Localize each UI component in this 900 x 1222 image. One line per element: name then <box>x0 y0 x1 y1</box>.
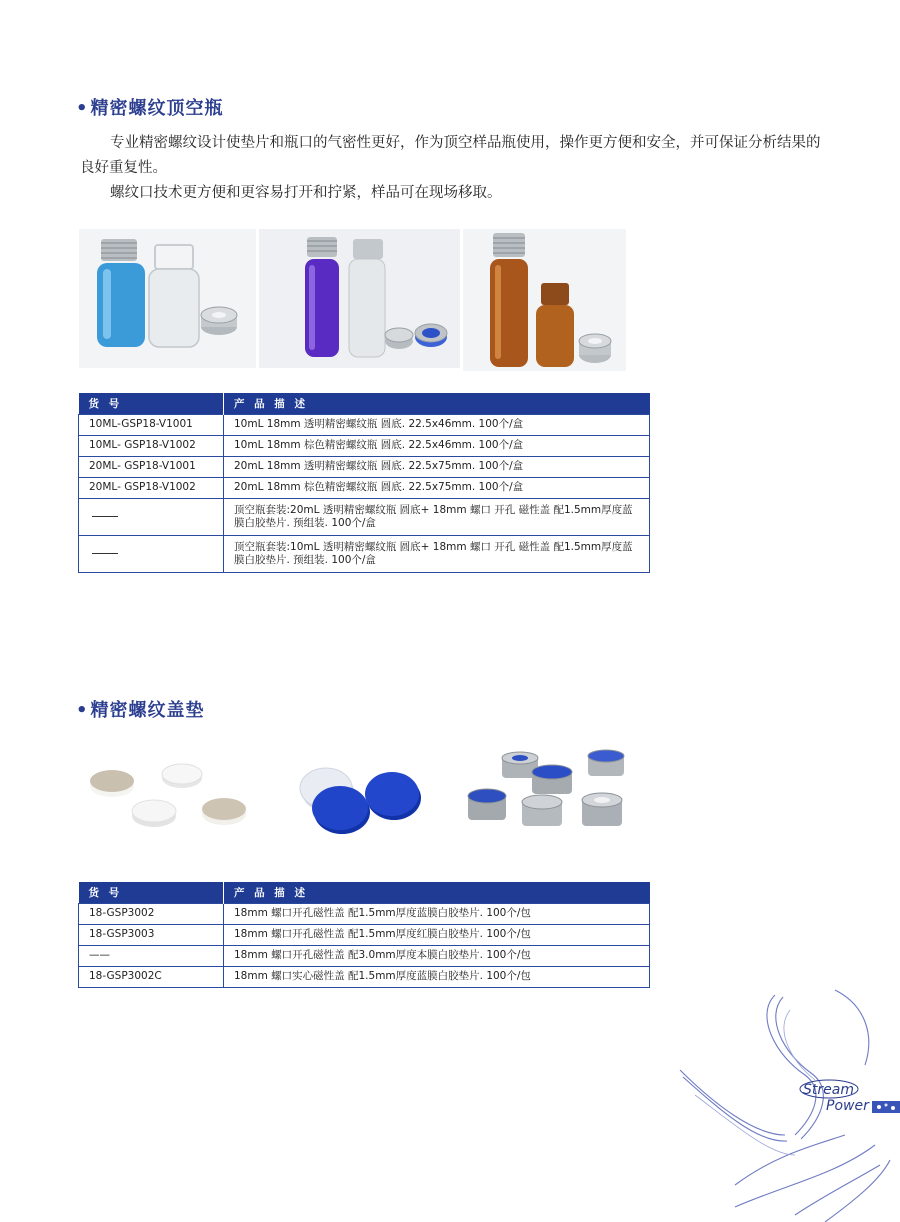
cell-code-dash <box>79 535 224 572</box>
logo-power: Power <box>826 1098 869 1114</box>
dash-mark <box>92 553 118 554</box>
table-row <box>79 903 650 924</box>
table-row <box>79 945 650 966</box>
header-code: 货 号 <box>79 393 224 414</box>
table-row <box>79 535 650 572</box>
logo-sparkle-icon <box>872 1099 900 1115</box>
header-description: 产 品 描 述 <box>224 393 650 414</box>
cell-code: 18-GSP3002C <box>79 966 224 987</box>
section-title-text: 精密螺纹顶空瓶 <box>90 98 224 119</box>
cell-description: 18mm 螺口开孔磁性盖 配1.5mm厚度蓝膜白胶垫片. 100个/包 <box>224 903 650 924</box>
photo-clear-blue-vials <box>79 229 256 368</box>
bullet-icon: • <box>76 98 89 119</box>
cell-code: 18-GSP3003 <box>79 924 224 945</box>
cell-description: 18mm 螺口开孔磁性盖 配3.0mm厚度本膜白胶垫片. 100个/包 <box>224 945 650 966</box>
table-row <box>79 435 650 456</box>
logo-oval-mark <box>798 1078 860 1100</box>
bullet-icon: • <box>76 700 89 721</box>
section-title-caps-septa <box>76 696 205 722</box>
cell-description: 18mm 螺口开孔磁性盖 配1.5mm厚度红膜白胶垫片. 100个/包 <box>224 924 650 945</box>
logo-stream: Stream <box>803 1082 854 1098</box>
table-row <box>79 966 650 987</box>
header-description: 产 品 描 述 <box>224 882 650 903</box>
cell-description: 顶空瓶套装:20mL 透明精密螺纹瓶 圆底+ 18mm 螺口 开孔 磁性盖 配1.5mm厚度蓝膜白胶垫片. 预组装. 100个/盒 <box>224 498 650 535</box>
photo-purple-vials <box>259 229 460 368</box>
paragraph-2: 螺纹口技术更方便和更容易打开和拧紧，样品可在现场移取。 <box>110 185 502 201</box>
table-header-row <box>79 882 650 903</box>
cell-description: 20mL 18mm 透明精密螺纹瓶 圆底. 22.5x75mm. 100个/盒 <box>224 456 650 477</box>
caps-septa-table <box>78 882 650 988</box>
cell-description: 顶空瓶套装:10mL 透明精密螺纹瓶 圆底+ 18mm 螺口 开孔 磁性盖 配1.5mm厚度蓝膜白胶垫片. 预组装. 100个/盒 <box>224 535 650 572</box>
table-row <box>79 498 650 535</box>
cell-code: 20ML- GSP18-V1001 <box>79 456 224 477</box>
table-row <box>79 477 650 498</box>
paragraph-1: 专业精密螺纹设计使垫片和瓶口的气密性更好，作为顶空样品瓶使用，操作更方便和安全，并可保证分析结果的良好重复性。 <box>80 135 821 176</box>
cell-code-dash <box>79 498 224 535</box>
table-row <box>79 414 650 435</box>
cell-description: 10mL 18mm 透明精密螺纹瓶 圆底. 22.5x46mm. 100个/盒 <box>224 414 650 435</box>
section-title-text: 精密螺纹盖垫 <box>90 700 205 721</box>
header-code: 货 号 <box>79 882 224 903</box>
cell-code: 20ML- GSP18-V1002 <box>79 477 224 498</box>
table-row <box>79 924 650 945</box>
cell-description: 20mL 18mm 棕色精密螺纹瓶 圆底. 22.5x75mm. 100个/盒 <box>224 477 650 498</box>
cell-description: 10mL 18mm 棕色精密螺纹瓶 圆底. 22.5x46mm. 100个/盒 <box>224 435 650 456</box>
table-row <box>79 456 650 477</box>
photo-septa <box>82 748 262 848</box>
cell-code: 10ML-GSP18-V1001 <box>79 414 224 435</box>
photo-metal-caps <box>462 748 646 844</box>
photo-amber-vials <box>463 229 626 371</box>
table-header-row <box>79 393 650 414</box>
cell-code: 18-GSP3002 <box>79 903 224 924</box>
section-title-headspace-vials <box>76 94 224 120</box>
headspace-vial-table <box>78 393 650 573</box>
cell-code: —— <box>79 945 224 966</box>
cell-code: 10ML- GSP18-V1002 <box>79 435 224 456</box>
intro-paragraph <box>80 131 825 206</box>
dash-mark <box>92 516 118 517</box>
cell-description: 18mm 螺口实心磁性盖 配1.5mm厚度蓝膜白胶垫片. 100个/包 <box>224 966 650 987</box>
photo-blue-septa <box>296 760 426 842</box>
